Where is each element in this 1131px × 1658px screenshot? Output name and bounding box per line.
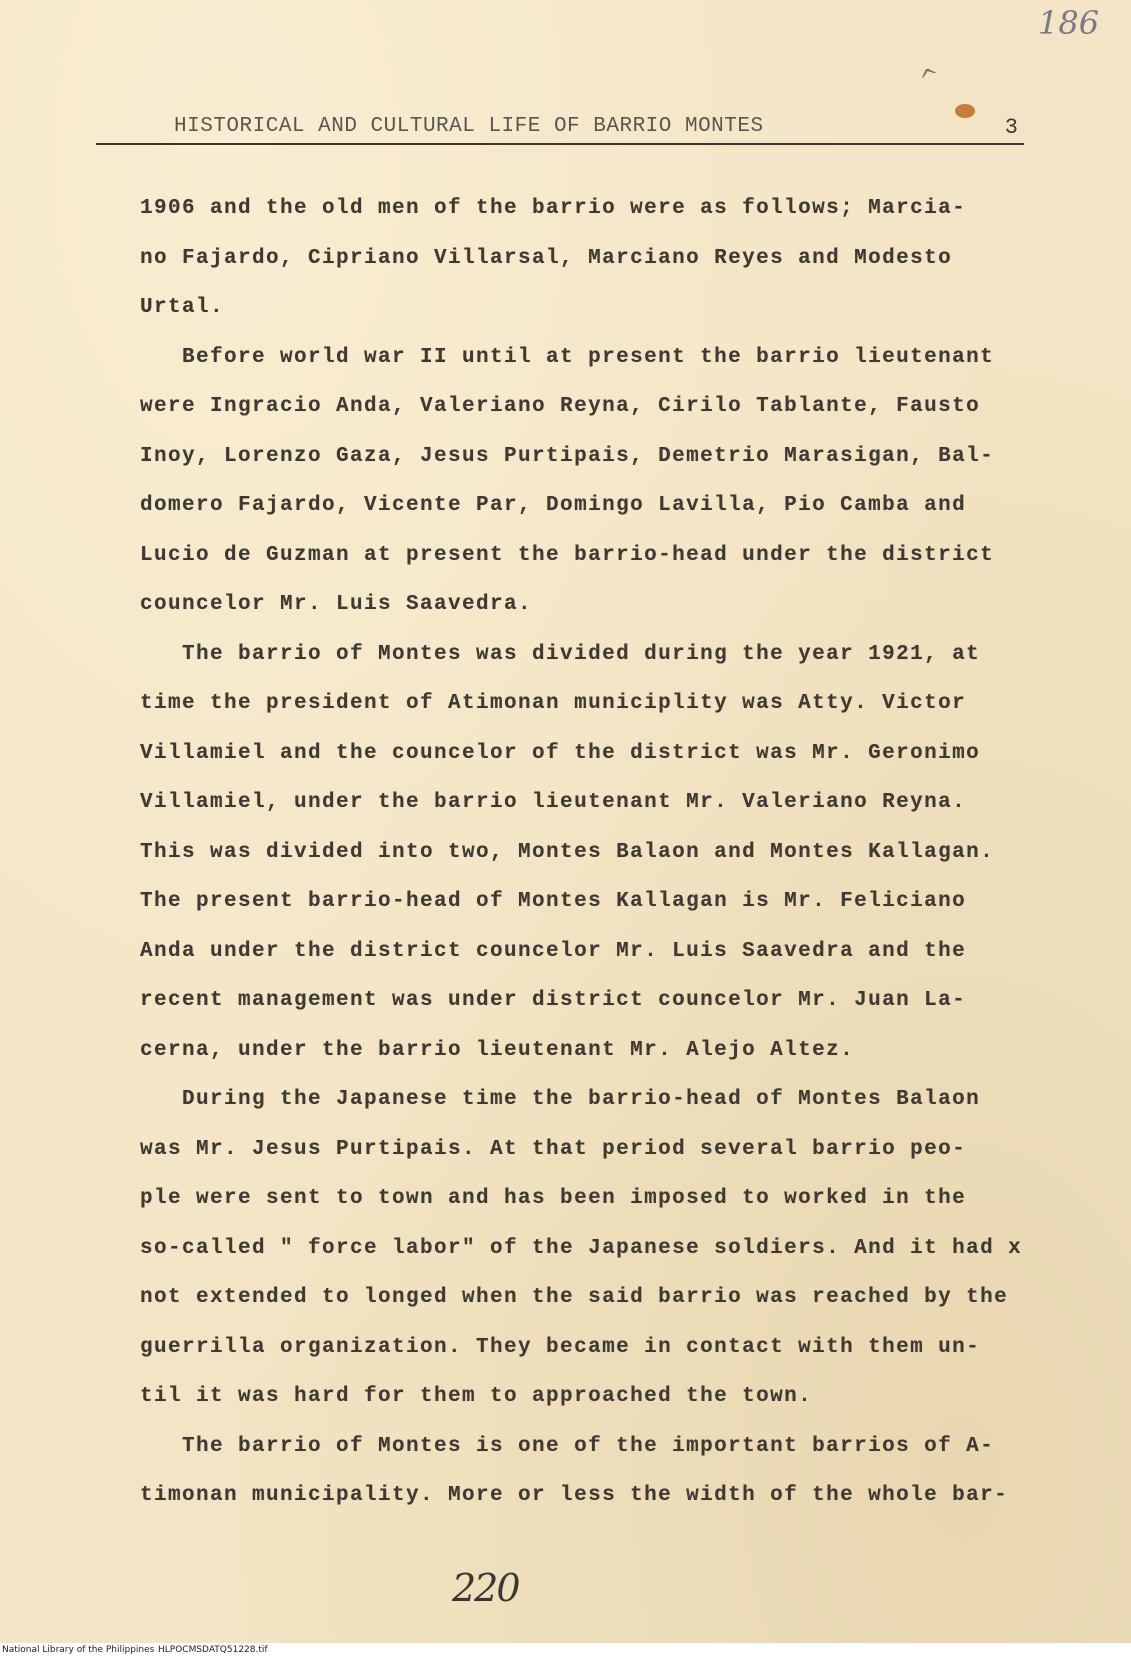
text-line: 1906 and the old men of the barrio were as follows; Marcia- <box>140 197 967 220</box>
text-line: time the president of Atimonan municiplity was Atty. Victor <box>140 692 967 715</box>
footer-institution: National Library of the Philippines <box>2 1645 155 1655</box>
text-line: timonan municipality. More or less the width of the whole bar- <box>140 1484 1009 1507</box>
text-line: guerrilla organization. They became in contact with them un- <box>140 1335 981 1359</box>
text-line: domero Fajardo, Vicente Par, Domingo Lavilla, Pio Camba and <box>140 494 967 517</box>
text-line: This was divided into two, Montes Balaon and Montes Kallagan. <box>140 840 995 864</box>
handwritten-page-number: 220 <box>452 1566 519 1610</box>
text-line: Urtal. <box>140 296 225 319</box>
text-line: recent management was under district councelor Mr. Juan La- <box>140 989 967 1012</box>
handwritten-mark: ^ <box>915 61 945 95</box>
text-line: til it was hard for them to approached the town. <box>140 1385 813 1408</box>
text-line: During the Japanese time the barrio-head of Montes Balaon <box>140 1088 981 1111</box>
text-line: The barrio of Montes is one of the important barrios of A- <box>140 1434 995 1458</box>
text-line: Inoy, Lorenzo Gaza, Jesus Purtipais, Demetrio Marasigan, Bal- <box>140 444 995 468</box>
text-line: councelor Mr. Luis Saavedra. <box>140 593 533 616</box>
footer-file-id: HLPOCMSDATQ51228.tif <box>158 1645 268 1655</box>
text-line: Before world war II until at present the barrio lieutenant <box>140 345 995 369</box>
scan-footer <box>0 1643 1131 1658</box>
text-line: Villamiel and the councelor of the district was Mr. Geronimo <box>140 741 981 765</box>
header-title: HISTORICAL AND CULTURAL LIFE OF BARRIO MONTES <box>174 115 764 138</box>
folio-number: 186 <box>1038 4 1100 42</box>
body-text <box>140 196 1045 1533</box>
text-line: was Mr. Jesus Purtipais. At that period several barrio peo- <box>140 1137 967 1161</box>
text-line: no Fajardo, Cipriano Villarsal, Marciano Reyes and Modesto <box>140 246 953 270</box>
text-line: Lucio de Guzman at present the barrio-head under the district <box>140 543 995 567</box>
text-line: cerna, under the barrio lieutenant Mr. Alejo Altez. <box>140 1038 855 1062</box>
text-line: so-called " force labor" of the Japanese soldiers. And it had x <box>140 1236 1023 1260</box>
text-line: Villamiel, under the barrio lieutenant Mr. Valeriano Reyna. <box>140 791 967 814</box>
text-line: The present barrio-head of Montes Kallagan is Mr. Feliciano <box>140 890 967 913</box>
text-line: were Ingracio Anda, Valeriano Reyna, Cirilo Tablante, Fausto <box>140 395 981 418</box>
text-line: Anda under the district councelor Mr. Luis Saavedra and the <box>140 939 967 963</box>
text-line: The barrio of Montes was divided during the year 1921, at <box>140 642 981 666</box>
page-header <box>96 113 1024 145</box>
text-line: ple were sent to town and has been imposed to worked in the <box>140 1187 967 1210</box>
header-page-number: 3 <box>1004 115 1018 140</box>
text-line: not extended to longed when the said barrio was reached by the <box>140 1286 1009 1309</box>
